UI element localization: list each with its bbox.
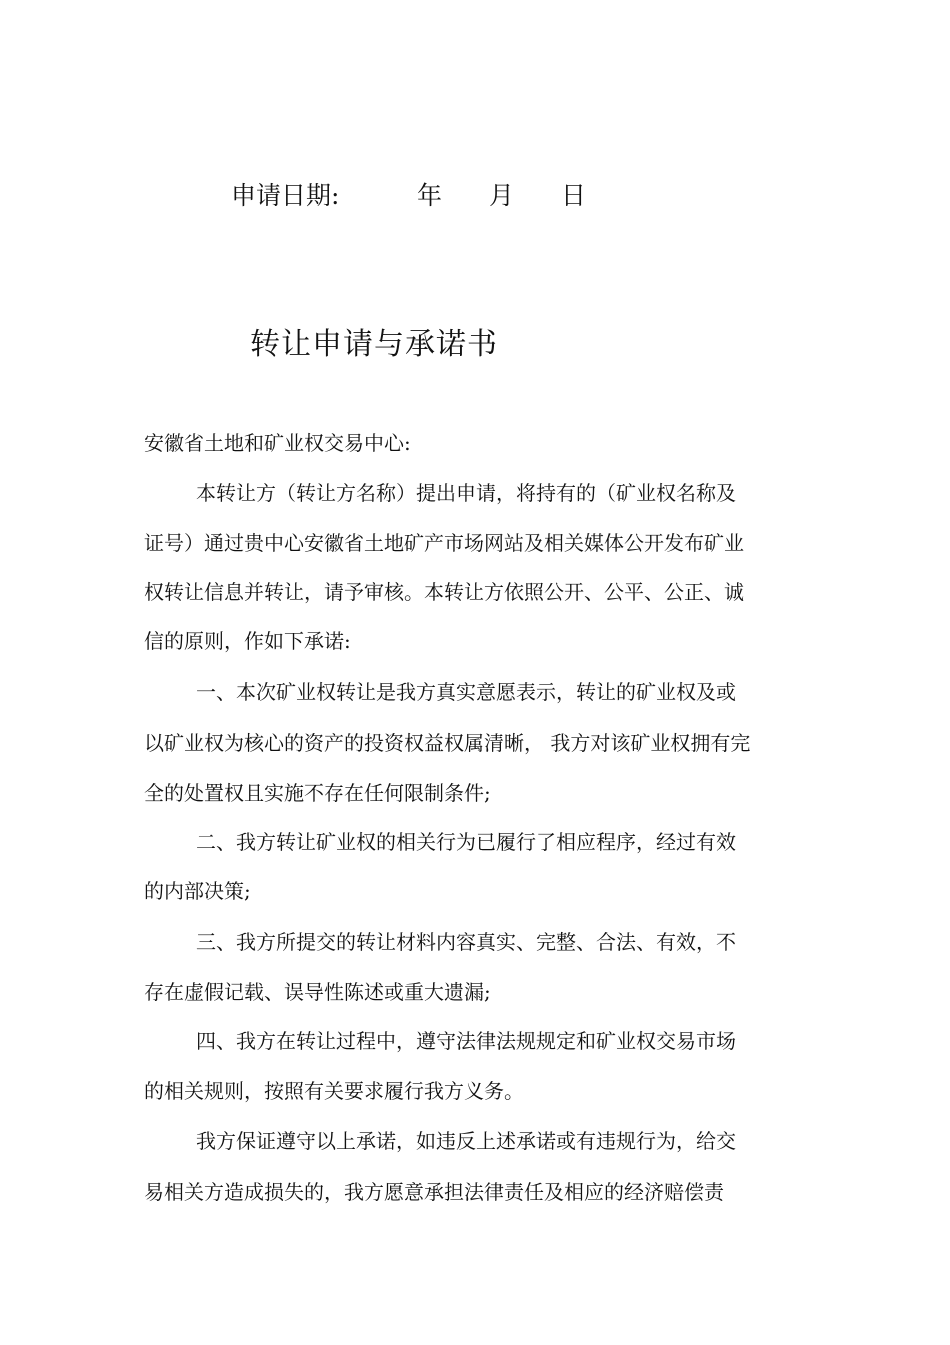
date-label: 申请日期: [231, 181, 340, 210]
day-label: 日 [561, 181, 587, 210]
paragraph-line: 信的原则，作如下承诺: [144, 629, 351, 653]
paragraph-line: 证号）通过贵中心安徽省土地矿产市场网站及相关媒体公开发布矿业 [144, 531, 744, 555]
paragraph-line: 全的处置权且实施不存在任何限制条件; [144, 781, 491, 805]
paragraph-line: 一、本次矿业权转让是我方真实意愿表示，转让的矿业权及或 [196, 680, 736, 704]
paragraph-line: 我方保证遵守以上承诺，如违反上述承诺或有违规行为，给交 [196, 1129, 736, 1153]
paragraph-line: 权转让信息并转让，请予审核。本转让方依照公开、公平、公正、诚 [144, 580, 744, 604]
paragraph-line: 三、我方所提交的转让材料内容真实、完整、合法、有效，不 [196, 930, 736, 954]
paragraph-line: 易相关方造成损失的，我方愿意承担法律责任及相应的经济赔偿责 [144, 1180, 724, 1204]
paragraph-line: 以矿业权为核心的资产的投资权益权属清晰， 我方对该矿业权拥有完 [144, 731, 751, 755]
paragraph-line: 本转让方（转让方名称）提出申请，将持有的（矿业权名称及 [196, 481, 736, 505]
paragraph-line: 存在虚假记载、误导性陈述或重大遗漏; [144, 980, 491, 1004]
month-label: 月 [489, 181, 515, 210]
year-label: 年 [417, 181, 443, 210]
paragraph-line: 四、我方在转让过程中，遵守法律法规规定和矿业权交易市场 [196, 1029, 736, 1053]
application-date-line [231, 178, 586, 214]
paragraph-line: 的内部决策; [144, 879, 251, 903]
addressee: 安徽省土地和矿业权交易中心: [144, 431, 411, 455]
document-title: 转让申请与承诺书 [250, 327, 498, 362]
paragraph-line: 的相关规则，按照有关要求履行我方义务。 [144, 1079, 524, 1103]
paragraph-line: 二、我方转让矿业权的相关行为已履行了相应程序，经过有效 [196, 830, 736, 854]
